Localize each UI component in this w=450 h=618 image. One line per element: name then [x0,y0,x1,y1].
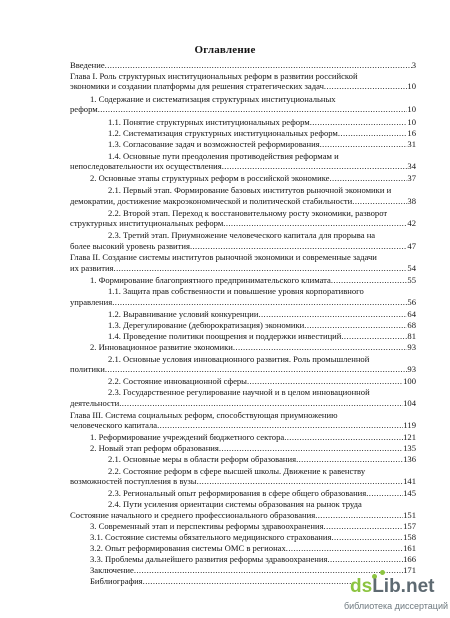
toc-entry[interactable]: 2. Основные этапы структурных реформ в российской экономике ..... 37 [90,173,416,183]
toc-entry[interactable]: демократии, достижение макроэкономической и политической стабильности ..... 38 [70,196,416,206]
toc-entry[interactable]: 1.3. Дерегулирование (дебюрократизация) экономики ..... 68 [108,320,416,330]
toc-entry[interactable]: 3.1. Состояние системы обязательного медицинского страхования ..... 158 [90,532,416,542]
toc-entry[interactable]: структурных институциональных реформ ..... 42 [70,218,416,228]
toc-entry[interactable]: 1. Содержание и систематизация структурных институциональных [90,94,336,104]
toc-entry[interactable]: 1.4. Основные пути преодоления противодействия реформам и [108,151,339,161]
toc-entry[interactable]: 2.2. Состояние реформ в сфере высшей школы. Движение к равенству [108,466,366,476]
toc-entry[interactable]: реформ ..... 10 [70,104,416,114]
toc-entry[interactable]: Глава III. Система социальных реформ, способствующая приумножению [70,410,338,420]
toc-entry[interactable]: Глава I. Роль структурных институциональных реформ в развитии российской [70,71,358,81]
toc-entry[interactable]: управления ..... 56 [70,297,416,307]
toc-entry[interactable]: Введение ..... 3 [70,60,416,70]
toc-entry[interactable]: 1.2. Выравнивание условий конкуренции ..... 64 [108,309,416,319]
toc-entry[interactable]: 1.2. Систематизация структурных институциональных реформ ..... 16 [108,128,416,138]
toc-entry[interactable]: 3.2. Опыт реформирования системы ОМС в регионах ..... 161 [90,543,416,553]
toc-entry[interactable]: 2.4. Пути усиления ориентации системы образования на рынок труда [108,499,362,509]
toc-entry[interactable]: политики ..... 93 [70,364,416,374]
toc-entry[interactable]: 2.1. Первый этап. Формирование базовых институтов рыночной экономики и [108,185,392,195]
toc-entry[interactable]: 3.3. Проблемы дальнейшего развития реформы здравоохранения ..... 166 [90,554,416,564]
toc-entry[interactable]: 3. Современный этап и перспективы реформы здравоохранения ..... 157 [90,521,416,531]
toc-entry[interactable]: 2.3. Третий этап. Приумножение человеческого капитала для прорыва на [108,230,376,240]
toc-entry[interactable]: человеческого капитала ..... 119 [70,420,416,430]
toc-entry[interactable]: 2. Новый этап реформ образования ..... 135 [90,443,416,453]
toc-entry[interactable]: 2.3. Региональный опыт реформирования в сфере общего образования ..... 145 [108,488,416,498]
toc-entry[interactable]: Библиография ..... [90,576,353,586]
toc-entry[interactable]: 2.2. Состояние инновационной сферы ..... 100 [108,376,416,386]
toc-entry[interactable]: 1.4. Проведение политики поощрения и поддержки инвестиций ..... 81 [108,331,416,341]
toc-entry[interactable]: 1. Реформирование учреждений бюджетного сектора ..... 121 [90,432,416,442]
toc-entry[interactable]: 2. Инновационное развитие экономики ..... 93 [90,342,416,352]
toc-entry[interactable]: их развития ..... 54 [70,263,416,273]
watermark-caption: библиотека диссертаций [344,601,449,611]
watermark-logo [350,576,434,598]
toc-entry[interactable]: Состояние начального и среднего профессионального образования ..... 151 [70,510,416,520]
watermark-dot-icon [380,570,385,575]
page-title: Оглавление [194,44,256,56]
toc-entry[interactable]: экономики и создании платформы для решения стратегических задач ..... 10 [70,81,416,91]
toc-entry[interactable]: Глава II. Создание системы институтов рыночной экономики и современные задачи [70,252,377,262]
watermark-logo-lib: Lib.net [372,576,435,597]
toc-entry[interactable]: возможностей поступления в вузы ..... 141 [70,476,416,486]
toc-entry[interactable]: 2.1. Основные условия инновационного развития. Роль промышленной [108,354,370,364]
toc-entry[interactable]: Заключение ..... 171 [90,565,416,575]
toc-entry[interactable]: деятельности ..... 104 [70,398,416,408]
dslib-watermark [344,574,448,616]
toc-entry[interactable]: 1.3. Согласование задач и возможностей реформирования ..... 31 [108,139,416,149]
toc-entry[interactable]: 2.3. Государственное регулирование научной и в целом инновационной [108,387,370,397]
toc-entry[interactable]: непоследовательности их осуществления ..... 34 [70,161,416,171]
toc-entry[interactable]: более высокий уровень развития ..... 47 [70,241,416,251]
toc-entry[interactable]: 2.2. Второй этап. Переход к восстановительному росту экономики, разворот [108,208,388,218]
toc-entry[interactable]: 1.1. Защита прав собственности и повышение уровня корпоративного [108,286,364,296]
toc-entry[interactable]: 1. Формирование благоприятного предпринимательского климата ..... 55 [90,275,416,285]
toc-entry[interactable]: 1.1. Понятие структурных институциональных реформ ..... 10 [108,117,416,127]
toc-entry[interactable]: 2.1. Основные меры в области реформ образования ..... 136 [108,454,416,464]
watermark-logo-ds: ds [350,576,373,597]
